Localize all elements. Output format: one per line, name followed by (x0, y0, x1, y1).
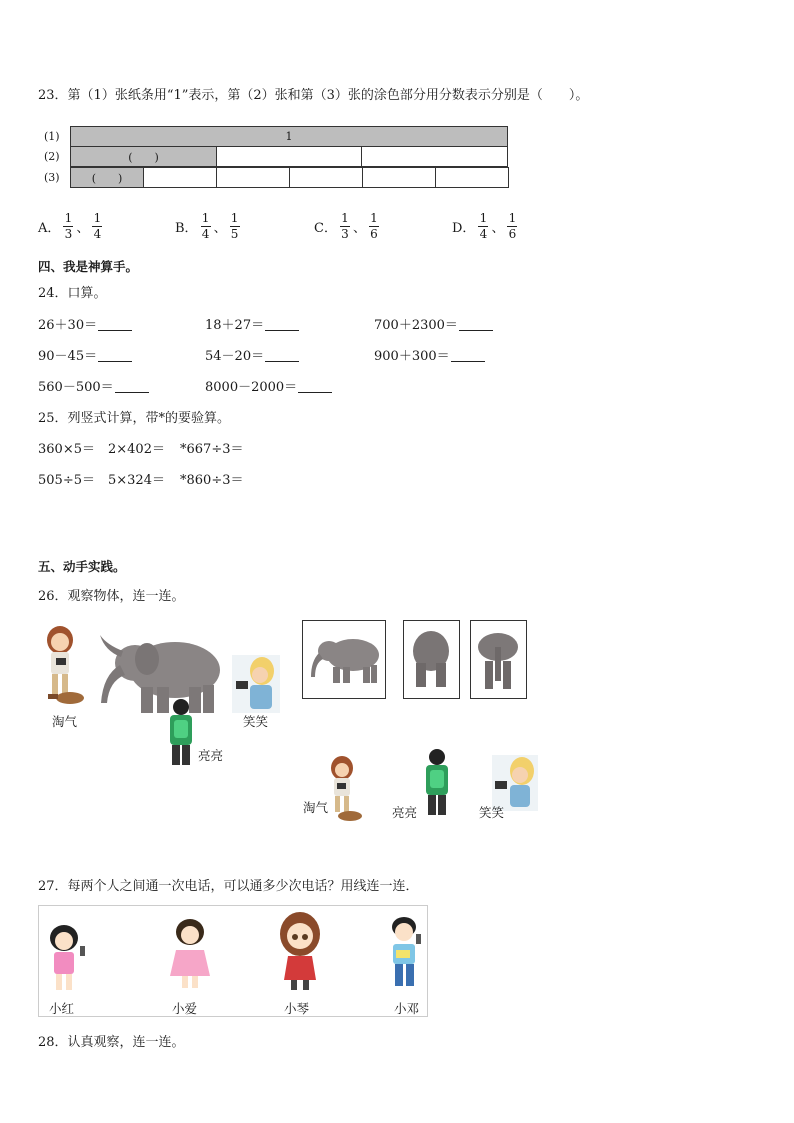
strip-3-cell (143, 167, 217, 188)
name-taoqi-2: 淘气 (303, 800, 329, 815)
separator: 、 (76, 221, 90, 236)
row-label-2: (2) (44, 150, 60, 163)
option-a[interactable] (38, 212, 105, 241)
elephant-icon (95, 625, 225, 717)
vertical-calc: 505÷5＝ (38, 473, 95, 488)
strip-2-shaded: ( ) (70, 146, 217, 167)
calc-item: 560－500＝ (38, 376, 149, 395)
strip-3-shaded: ( ) (70, 167, 144, 188)
section-4-heading: 四、我是神算手。 (38, 259, 139, 274)
q27-title: 27．每两个人之间通一次电话，可以通多少次电话？用线连一连． (38, 879, 419, 894)
fraction: $\frac{1}{5}$ (230, 211, 239, 241)
name-liangliang-2: 亮亮 (392, 805, 418, 820)
girl-xiaoai-icon (166, 916, 218, 992)
answer-blank[interactable] (265, 349, 299, 362)
q24-title: 24．口算。 (38, 286, 107, 301)
option-b[interactable] (175, 212, 243, 241)
row-label-1: (1) (44, 130, 60, 143)
answer-blank[interactable] (98, 349, 132, 362)
boy-liangliang-back-icon (166, 698, 196, 768)
strip-row-3 (70, 167, 509, 187)
name-xiaohong: 小红 (49, 1001, 75, 1016)
name-xiaodeng: 小邓 (394, 1001, 420, 1016)
strip-row-2 (70, 146, 508, 166)
separator: 、 (491, 221, 505, 236)
name-taoqi: 淘气 (52, 714, 78, 729)
name-liangliang: 亮亮 (198, 748, 224, 763)
row-label-3: (3) (44, 171, 60, 184)
strip-row-1 (70, 126, 508, 146)
calc-item: 8000－2000＝ (205, 376, 332, 395)
calc-item: 700＋2300＝ (374, 314, 493, 333)
vertical-calc: *667÷3＝ (180, 442, 244, 457)
girl-taoqi-icon (38, 622, 88, 708)
separator: 、 (213, 221, 227, 236)
answer-blank[interactable] (98, 318, 132, 331)
q28-title: 28．认真观察，连一连。 (38, 1035, 185, 1050)
q26-title: 26．观察物体，连一连。 (38, 589, 185, 604)
fraction: $\frac{1}{4}$ (201, 211, 210, 241)
boy-xiaodeng-icon (384, 914, 428, 992)
girl-xiaoqin-icon (276, 910, 324, 992)
elephant-side-icon (303, 621, 385, 698)
section-5-heading: 五、动手实践。 (38, 559, 126, 574)
answer-blank[interactable] (451, 349, 485, 362)
calc-item: 54－20＝ (205, 345, 299, 364)
fraction: $\frac{1}{4}$ (479, 211, 488, 241)
option-letter: C． (314, 221, 337, 236)
name-xiaoxiao-2: 笑笑 (479, 805, 505, 820)
vertical-calc: 360×5＝ (38, 442, 95, 457)
strip-1-whole: 1 (70, 126, 508, 147)
name-xiaoqin: 小琴 (284, 1001, 310, 1016)
answer-blank[interactable] (265, 318, 299, 331)
option-d[interactable] (452, 212, 520, 241)
name-xiaoxiao: 笑笑 (243, 714, 269, 729)
q27-picture-frame (38, 905, 428, 1017)
option-c[interactable] (314, 212, 382, 241)
separator: 、 (352, 221, 366, 236)
calc-item: 90－45＝ (38, 345, 132, 364)
strip-3-cell (435, 167, 509, 188)
q25-title: 25．列竖式计算，带*的要验算。 (38, 411, 231, 426)
elephant-front-icon (471, 621, 526, 698)
fraction: $\frac{1}{3}$ (64, 211, 73, 241)
q23-text: 23．第（1）张纸条用“1”表示，第（2）张和第（3）张的涂色部分用分数表示分别是（ ）。 (38, 88, 589, 103)
fraction: $\frac{1}{6}$ (370, 211, 378, 241)
fraction: $\frac{1}{6}$ (508, 211, 517, 241)
calc-item: 18＋27＝ (205, 314, 299, 333)
answer-blank[interactable] (298, 380, 332, 393)
answer-blank[interactable] (115, 380, 149, 393)
strip-3-cell (289, 167, 363, 188)
calc-item: 26＋30＝ (38, 314, 132, 333)
girl-xiaoxiao-icon (232, 655, 280, 713)
option-letter: A． (38, 221, 61, 236)
girl-xiaohong-icon (42, 922, 94, 994)
vertical-calc: *860÷3＝ (180, 473, 244, 488)
strip-3-cell (216, 167, 290, 188)
elephant-back-icon (404, 621, 459, 698)
calc-item: 900＋300＝ (374, 345, 485, 364)
fraction: $\frac{1}{4}$ (93, 211, 102, 241)
view-box-side[interactable] (302, 620, 386, 699)
strip-3-cell (362, 167, 436, 188)
fraction: $\frac{1}{3}$ (341, 211, 349, 241)
vertical-calc: 5×324＝ (108, 473, 165, 488)
strip-2-cell (361, 146, 508, 167)
answer-blank[interactable] (459, 318, 493, 331)
boy-liangliang-back-small-icon (422, 748, 452, 818)
view-box-front[interactable] (470, 620, 527, 699)
option-letter: B． (175, 221, 198, 236)
strip-2-cell (216, 146, 362, 167)
girl-taoqi-small-icon (322, 754, 364, 824)
vertical-calc: 2×402＝ (108, 442, 165, 457)
view-box-back[interactable] (403, 620, 460, 699)
name-xiaoai: 小爱 (172, 1001, 198, 1016)
option-letter: D． (452, 221, 476, 236)
